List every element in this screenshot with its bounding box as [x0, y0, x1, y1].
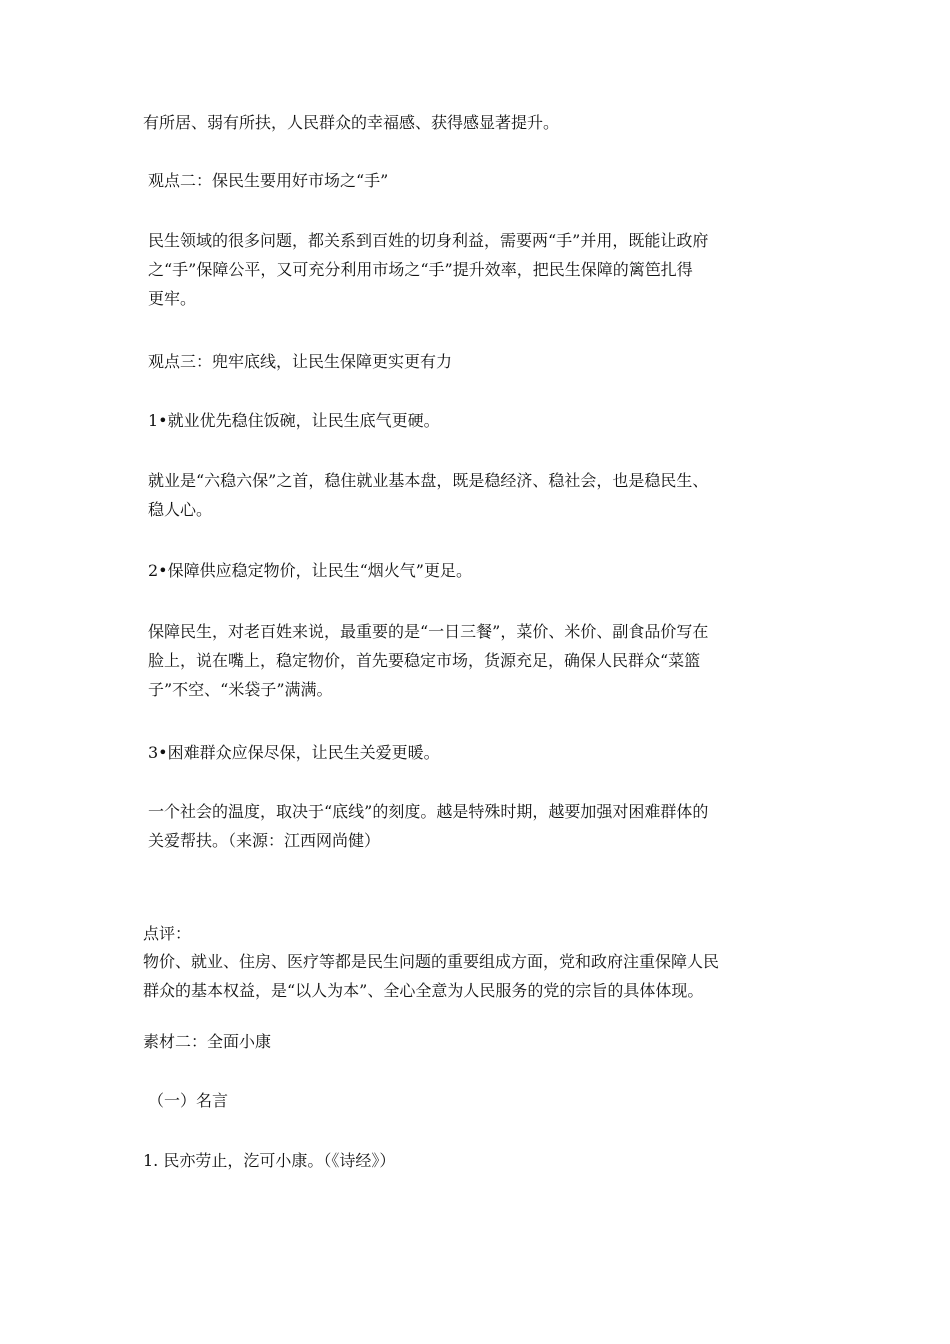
subheading-point-1 [148, 406, 440, 435]
paragraph-point-2-body [148, 617, 708, 704]
text-line: 更牢。 [148, 289, 197, 308]
text-line: 一个社会的温度，取决于“底线”的刻度。越是特殊时期，越要加强对困难群体的 [148, 802, 709, 821]
text-line: 稳人心。 [148, 500, 213, 519]
subheading-point-3 [148, 738, 440, 767]
text-line: 脸上，说在嘴上，稳定物价，首先要稳定市场，货源充足，确保人民群众“菜篮 [148, 651, 701, 670]
paragraph-viewpoint-two-body [148, 226, 708, 313]
paragraph-point-3-body [148, 797, 708, 855]
text-line: 就业是“六稳六保”之首，稳住就业基本盘，既是稳经济、稳社会，也是稳民生、 [148, 471, 709, 490]
heading-viewpoint-three [148, 347, 452, 376]
text-line: 观点三：兜牢底线，让民生保障更实更有力 [148, 352, 453, 371]
text-line: 2•保障供应稳定物价，让民生“烟火气”更足。 [148, 561, 472, 580]
text-line: （一）名言 [148, 1091, 229, 1110]
text-line: 素材二：全面小康 [143, 1032, 272, 1051]
text-line: 观点二：保民生要用好市场之“手” [148, 171, 389, 190]
text-line: 之“手”保障公平，又可充分利用市场之“手”提升效率，把民生保障的篱笆扎得 [148, 260, 693, 279]
text-line: 物价、就业、住房、医疗等都是民生问题的重要组成方面，党和政府注重保障人民 [143, 952, 720, 971]
text-line: 群众的基本权益，是“以人为本”、全心全意为人民服务的党的宗旨的具体体现。 [143, 981, 704, 1000]
subheading-point-2 [148, 556, 472, 585]
text-line: 点评： [143, 924, 192, 943]
text-line: 有所居、弱有所扶，人民群众的幸福感、获得感显著提升。 [143, 113, 560, 132]
heading-quotes [148, 1086, 228, 1115]
text-line: 关爱帮扶。（来源：江西网尚健） [148, 831, 381, 850]
paragraph-intro-continuation [143, 108, 559, 137]
text-line: 1•就业优先稳住饭碗，让民生底气更硬。 [148, 411, 440, 430]
comment-label [143, 919, 191, 948]
text-line: 保障民生，对老百姓来说，最重要的是“一日三餐”，菜价、米价、副食品价写在 [148, 622, 709, 641]
text-line: 1. 民亦劳止，汔可小康。（《诗经》） [143, 1151, 396, 1170]
text-line: 子”不空、“米袋子”满满。 [148, 680, 333, 699]
paragraph-point-1-body [148, 466, 708, 524]
text-line: 民生领域的很多问题，都关系到百姓的切身利益，需要两“手”并用，既能让政府 [148, 231, 709, 250]
paragraph-comment-body [143, 947, 719, 1005]
heading-viewpoint-two [148, 166, 388, 195]
text-line: 3•困难群众应保尽保，让民生关爱更暖。 [148, 743, 440, 762]
quote-item-1 [143, 1146, 395, 1175]
heading-material-two [143, 1027, 271, 1056]
